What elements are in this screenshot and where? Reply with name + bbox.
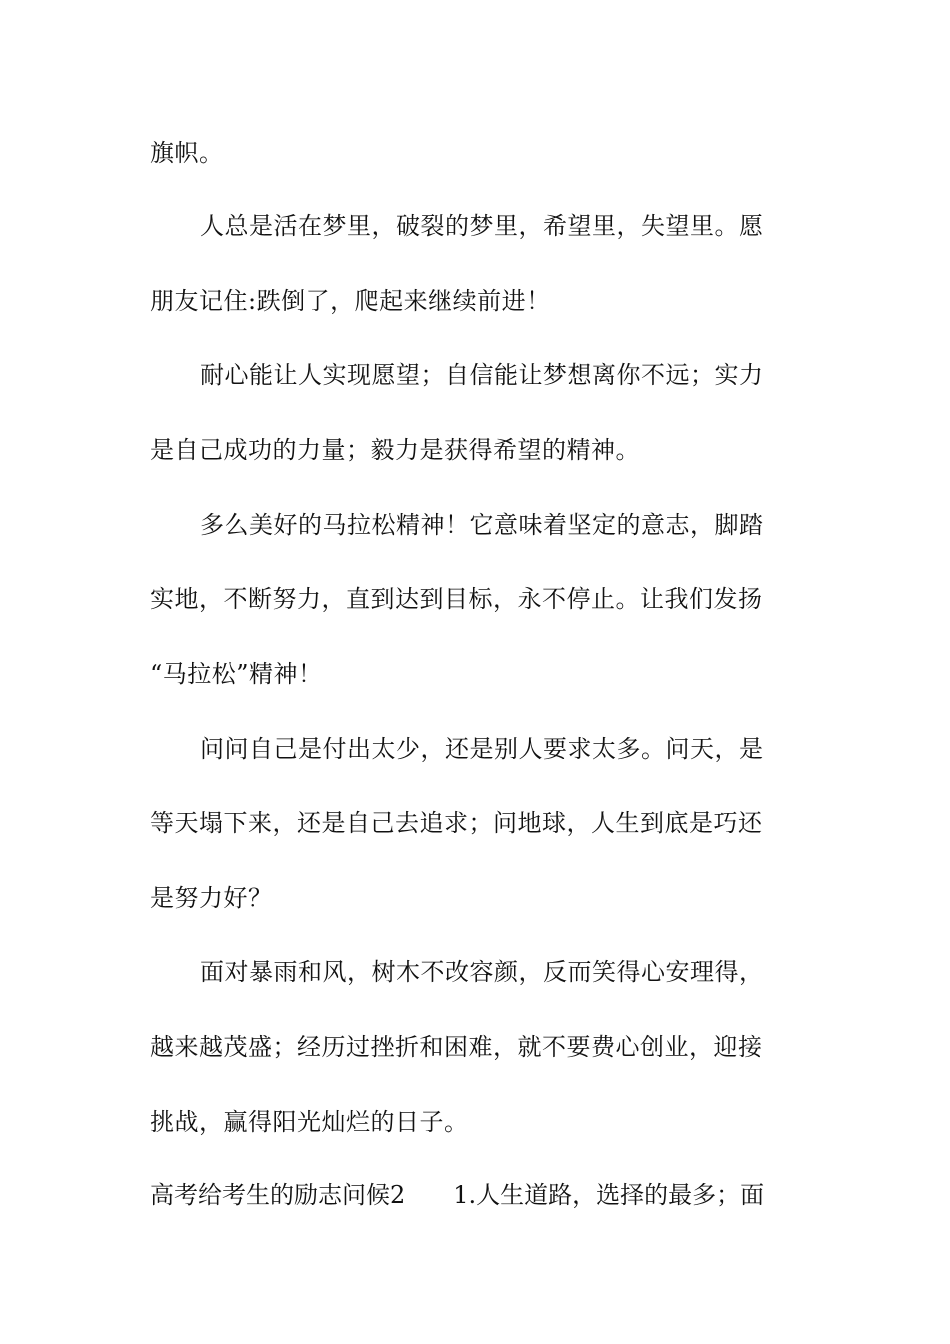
text-line: 等天塌下来，还是自己去追求；问地球，人生到底是巧还 [150, 809, 763, 837]
text-line: 越来越茂盛；经历过挫折和困难，就不要费心创业，迎接 [150, 1033, 763, 1061]
paragraph-line: 耐心能让人实现愿望；自信能让梦想离你不远；实力 [200, 361, 764, 389]
section-heading-line [150, 1179, 764, 1211]
section-heading: 高考给考生的励志问候2 [150, 1181, 406, 1209]
text-line: “马拉松”精神！ [150, 660, 323, 688]
list-item: 1.人生道路，选择的最多；面 [453, 1181, 765, 1209]
text-line: 是自己成功的力量；毅力是获得希望的精神。 [150, 436, 640, 464]
text-line: 朋友记住:跌倒了，爬起来继续前进！ [150, 287, 551, 315]
paragraph-line: 面对暴雨和风，树木不改容颜，反而笑得心安理得， [200, 958, 764, 986]
paragraph-line: 问问自己是付出太少，还是别人要求太多。问天，是 [200, 735, 764, 763]
paragraph-line: 人总是活在梦里，破裂的梦里，希望里，失望里。愿 [200, 212, 764, 240]
text-line: 挑战，赢得阳光灿烂的日子。 [150, 1108, 469, 1136]
paragraph-line: 多么美好的马拉松精神！它意味着坚定的意志，脚踏 [200, 511, 764, 539]
text-line: 旗帜。 [150, 139, 224, 167]
text-line: 是努力好？ [150, 884, 273, 912]
text-line: 实地，不断努力，直到达到目标，永不停止。让我们发扬 [150, 585, 763, 613]
